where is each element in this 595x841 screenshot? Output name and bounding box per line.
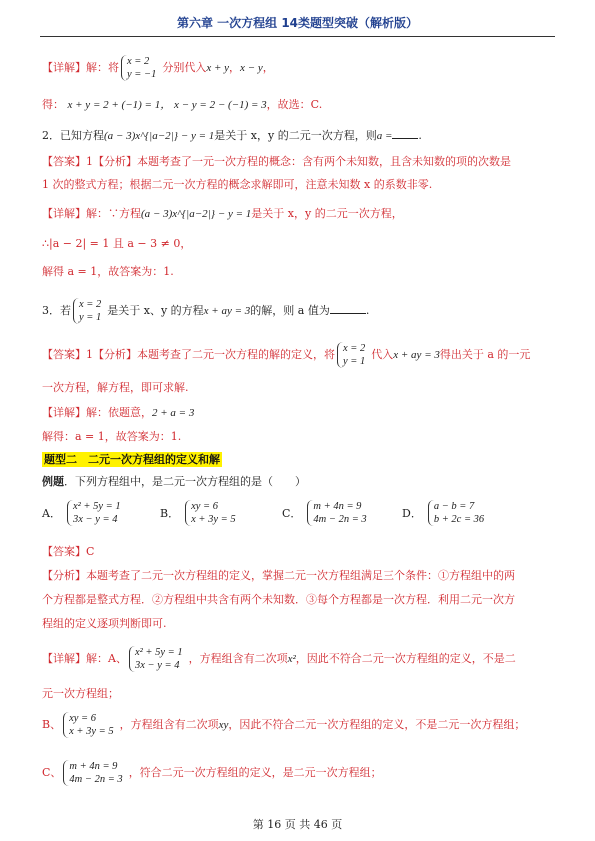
question-text: 的解，则 a 值为 <box>250 304 330 317</box>
detail-line <box>42 405 555 421</box>
detail-line <box>42 236 555 252</box>
result-line <box>42 97 555 113</box>
detail-text: ，方程组含有二次项 <box>188 652 288 665</box>
detail-text: 解：依题意， <box>86 406 152 419</box>
answer-value: C <box>86 545 95 558</box>
equation-system <box>337 342 369 368</box>
detail-tag: 【详解】 <box>42 61 86 74</box>
analysis-text: 本题考查了一元一次方程的概念：含有两个未知数，且含未知数的项的次数是 <box>137 155 511 168</box>
option-label: A． <box>42 507 61 520</box>
math-expression: x + y <box>206 62 230 74</box>
answer-analysis <box>42 154 555 170</box>
detail-text: 是关于 x，y 的二元一次方程， <box>251 207 403 220</box>
section-title-line <box>42 452 555 468</box>
equation-system <box>63 712 118 738</box>
option-label: B． <box>160 507 180 520</box>
analysis-continued <box>42 177 555 193</box>
detail-tag: 【详解】 <box>42 406 86 419</box>
math-expression: x − y <box>240 62 263 74</box>
answer-line <box>42 544 555 560</box>
analysis-tag: 【分析】 <box>93 155 137 168</box>
detail-line <box>42 206 555 222</box>
answer-blank <box>330 313 366 314</box>
math-expression: (a − 3)x^{|a−2|} − y = 1 <box>104 130 215 142</box>
question-2 <box>42 128 555 144</box>
punctuation: . <box>365 304 370 317</box>
detail-a-line <box>42 646 555 672</box>
detail-text: 分别代入 <box>162 61 207 74</box>
detail-text: ，因此不符合二元一次方程组的定义，不是二元一次方程组； <box>228 718 526 731</box>
page-header <box>0 0 595 44</box>
analysis-continued <box>42 616 555 632</box>
option-a <box>42 500 127 526</box>
detail-text: 解得：a = 1，故答案为：1. <box>42 430 182 443</box>
analysis-text: 本题考查了二元一次方程组的定义，掌握二元一次方程组满足三个条件：①方程组中的两 <box>86 569 515 582</box>
analysis-continued <box>42 592 555 608</box>
example-text: ．下列方程组中，是二元一次方程组的是（ ） <box>64 475 306 488</box>
system-line: x + 3y = 5 <box>69 726 114 737</box>
analysis-tag: 【分析】 <box>42 569 86 582</box>
detail-text: 解：∵方程 <box>86 207 141 220</box>
detail-text: C、 <box>42 766 62 779</box>
question-text: 是关于 x、y 的方程 <box>107 304 204 317</box>
system-line: y = 1 <box>79 312 102 323</box>
punctuation: ， <box>262 61 274 74</box>
detail-tag: 【详解】 <box>42 652 86 665</box>
separator: ， <box>229 61 241 74</box>
detail-text: ，符合二元一次方程组的定义，是二元一次方程组； <box>128 766 382 779</box>
equation-system <box>73 298 105 324</box>
question-3 <box>42 298 555 324</box>
math-expression: a = <box>376 130 393 142</box>
math-expression: x + y = 2 + (−1) = 1， x − y = 2 − (−1) = 3 <box>67 99 267 111</box>
equation-system <box>63 760 126 786</box>
system-line: x = 2 <box>343 343 366 354</box>
answer-value: 1 <box>86 155 93 168</box>
question-text: 是关于 x，y 的二元一次方程，则 <box>214 129 377 142</box>
detail-tag: 【详解】 <box>42 207 86 220</box>
system-line: 4m − 2n = 3 <box>313 514 367 525</box>
math-expression: x + ay = 3 <box>203 305 251 317</box>
detail-b-line <box>42 712 555 738</box>
question-text: 2．已知方程 <box>42 129 104 142</box>
system-line: m + 4n = 9 <box>313 501 362 512</box>
system-line: y = 1 <box>343 356 366 367</box>
equation-system <box>121 55 160 81</box>
equation-system <box>185 500 240 526</box>
answer-tag: 【答案】 <box>42 348 86 361</box>
analysis-text: 本题考查了二元一次方程的解的定义，将 <box>137 348 335 361</box>
header-rule <box>40 36 555 37</box>
answer-tag: 【答案】 <box>42 545 86 558</box>
math-expression: x + ay = 3 <box>393 349 440 361</box>
equation-system <box>428 500 488 526</box>
detail-text: 解：将 <box>86 61 119 74</box>
system-line: y = −1 <box>127 69 157 80</box>
detail-text: 元一次方程组； <box>42 687 119 700</box>
page-number: 第 16 页 共 46 页 <box>252 818 343 831</box>
analysis-text: 一次方程，解方程，即可求解. <box>42 381 189 394</box>
option-c <box>282 500 373 526</box>
system-line: 3x − y = 4 <box>72 514 118 525</box>
detail-a-continued <box>42 686 555 702</box>
analysis-text: 程组的定义逐项判断即可. <box>42 617 167 630</box>
answer-blank <box>392 138 418 139</box>
analysis-text: 1 次的整式方程；根据二元一次方程的概念求解即可，注意未知数 x 的系数非零. <box>42 178 433 191</box>
answer-tag: 【答案】 <box>42 155 86 168</box>
system-line: x = 2 <box>127 56 150 67</box>
result-label: 得： <box>42 98 64 111</box>
system-line: xy = 6 <box>69 713 96 724</box>
system-line: 3x − y = 4 <box>134 660 180 671</box>
result-text: ，故选：C. <box>266 98 323 111</box>
detail-c-line <box>42 760 555 786</box>
detail-text: ，方程组含有二次项 <box>119 718 219 731</box>
system-line: a − b = 7 <box>433 501 475 512</box>
analysis-continued <box>42 380 555 396</box>
analysis-line <box>42 568 555 584</box>
math-expression: 2 + a = 3 <box>152 407 195 419</box>
analysis-text: 得出关于 a 的一元 <box>439 348 531 361</box>
detail-text: B、 <box>42 718 62 731</box>
system-line: m + 4n = 9 <box>69 761 118 772</box>
math-expression: (a − 3)x^{|a−2|} − y = 1 <box>141 208 252 220</box>
system-line: 4m − 2n = 3 <box>69 774 123 785</box>
answer-analysis <box>42 342 555 368</box>
system-line: b + 2c = 36 <box>433 514 485 525</box>
detail-line <box>42 264 555 280</box>
punctuation: . <box>418 129 422 142</box>
answer-value: 1 <box>86 348 93 361</box>
detail-text: ，因此不符合二元一次方程组的定义，不是二 <box>295 652 516 665</box>
equation-system <box>129 646 187 672</box>
detail-text: 解得 a = 1，故答案为：1. <box>42 265 174 278</box>
system-line: x = 2 <box>79 299 102 310</box>
question-text: 3．若 <box>42 304 71 317</box>
detail-text: ∴|a − 2| = 1 且 a − 3 ≠ 0， <box>42 237 192 250</box>
option-label: D． <box>402 507 422 520</box>
detail-text: 解：A、 <box>86 652 127 665</box>
section-title: 题型二 二元一次方程组的定义和解 <box>44 453 220 466</box>
equation-system <box>67 500 125 526</box>
option-b <box>160 500 242 526</box>
option-label: C． <box>282 507 302 520</box>
analysis-text: 个方程都是整式方程．②方程组中共含有两个未知数．③每个方程都是一次方程．利用二元一次方 <box>42 593 515 606</box>
math-expression: xy <box>218 719 229 731</box>
system-line: x + 3y = 5 <box>191 514 236 525</box>
system-line: x² + 5y = 1 <box>72 501 121 512</box>
system-line: x² + 5y = 1 <box>134 647 183 658</box>
example-line <box>42 474 555 490</box>
equation-system <box>307 500 370 526</box>
example-label: 例题 <box>42 475 64 488</box>
detail-line <box>42 55 555 81</box>
analysis-tag: 【分析】 <box>93 348 137 361</box>
chapter-title: 第六章 一次方程组 14类题型突破（解析版） <box>176 16 419 30</box>
system-line: xy = 6 <box>191 501 218 512</box>
option-d <box>402 500 490 526</box>
detail-line <box>42 429 555 445</box>
math-expression: x² <box>287 653 296 665</box>
analysis-text: 代入 <box>371 348 394 361</box>
